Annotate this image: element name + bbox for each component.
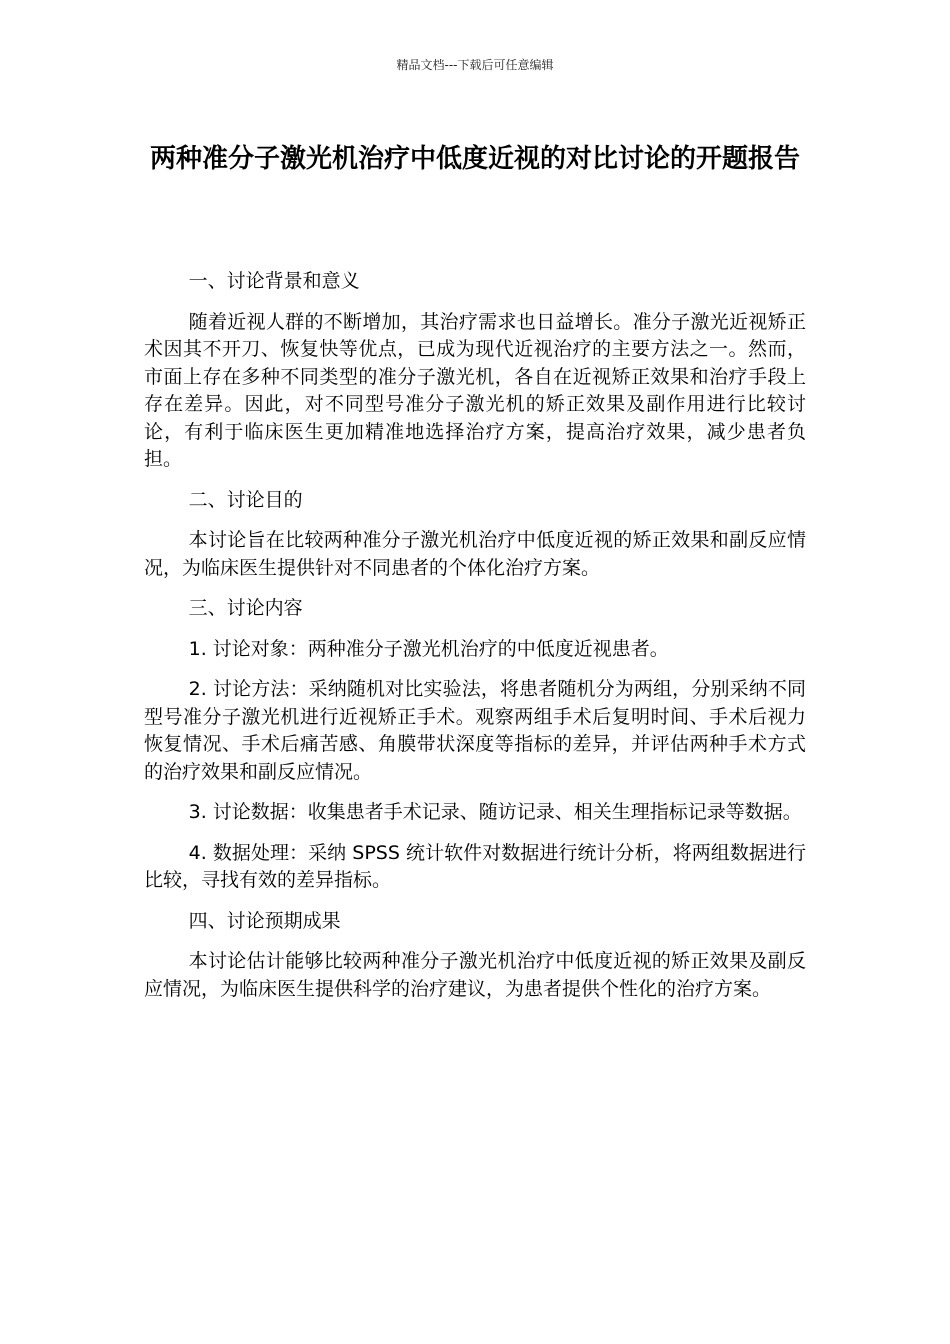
section-heading-background: 一、讨论背景和意义 <box>188 270 360 292</box>
section-heading-purpose: 二、讨论目的 <box>188 488 303 511</box>
section-heading-outcomes: 四、讨论预期成果 <box>188 909 341 932</box>
document-body <box>144 268 806 1016</box>
document-title: 两种准分子激光机治疗中低度近视的对比讨论的开题报告 <box>149 144 800 174</box>
paragraph-background: 随着近视人群的不断增加，其治疗需求也日益增长。准分子激光近视矫正术因其不开刀、恢复快等优点，已成为现代近视治疗的主要方法之一。然而，市面上存在多种不同类型的准分子激光机，各自在近视矫正效果和治疗手段上存在差异。因此，对不同型号准分子激光机的矫正效果及副作用进行比较讨论，有利于临床医生更加精准地选择治疗方案，提高治疗效果，减少患者负担。 <box>144 310 806 470</box>
paragraph-outcomes: 本讨论估计能够比较两种准分子激光机治疗中低度近视的矫正效果及副反应情况，为临床医生提供科学的治疗建议，为患者提供个性化的治疗方案。 <box>144 950 806 1000</box>
list-item-subjects: 1. 讨论对象：两种准分子激光机治疗的中低度近视患者。 <box>188 637 669 660</box>
section-heading-content: 三、讨论内容 <box>188 597 303 619</box>
list-item-processing: 4. 数据处理：采纳 SPSS 统计软件对数据进行统计分析，将两组数据进行比较，寻找有效的差异指标。 <box>144 841 806 891</box>
list-item-methods: 2. 讨论方法：采纳随机对比实验法，将患者随机分为两组，分别采纳不同型号准分子激光机进行近视矫正手术。观察两组手术后复明时间、手术后视力恢复情况、手术后痛苦感、角膜带状深度等指标的差异，并评估两种手术方式的治疗效果和副反应情况。 <box>144 678 806 783</box>
page-header: 精品文档---下载后可任意编辑 <box>396 58 554 72</box>
paragraph-purpose: 本讨论旨在比较两种准分子激光机治疗中低度近视的矫正效果和副反应情况，为临床医生提供针对不同患者的个体化治疗方案。 <box>144 529 806 579</box>
list-item-data: 3. 讨论数据：收集患者手术记录、随访记录、相关生理指标记录等数据。 <box>188 801 802 823</box>
